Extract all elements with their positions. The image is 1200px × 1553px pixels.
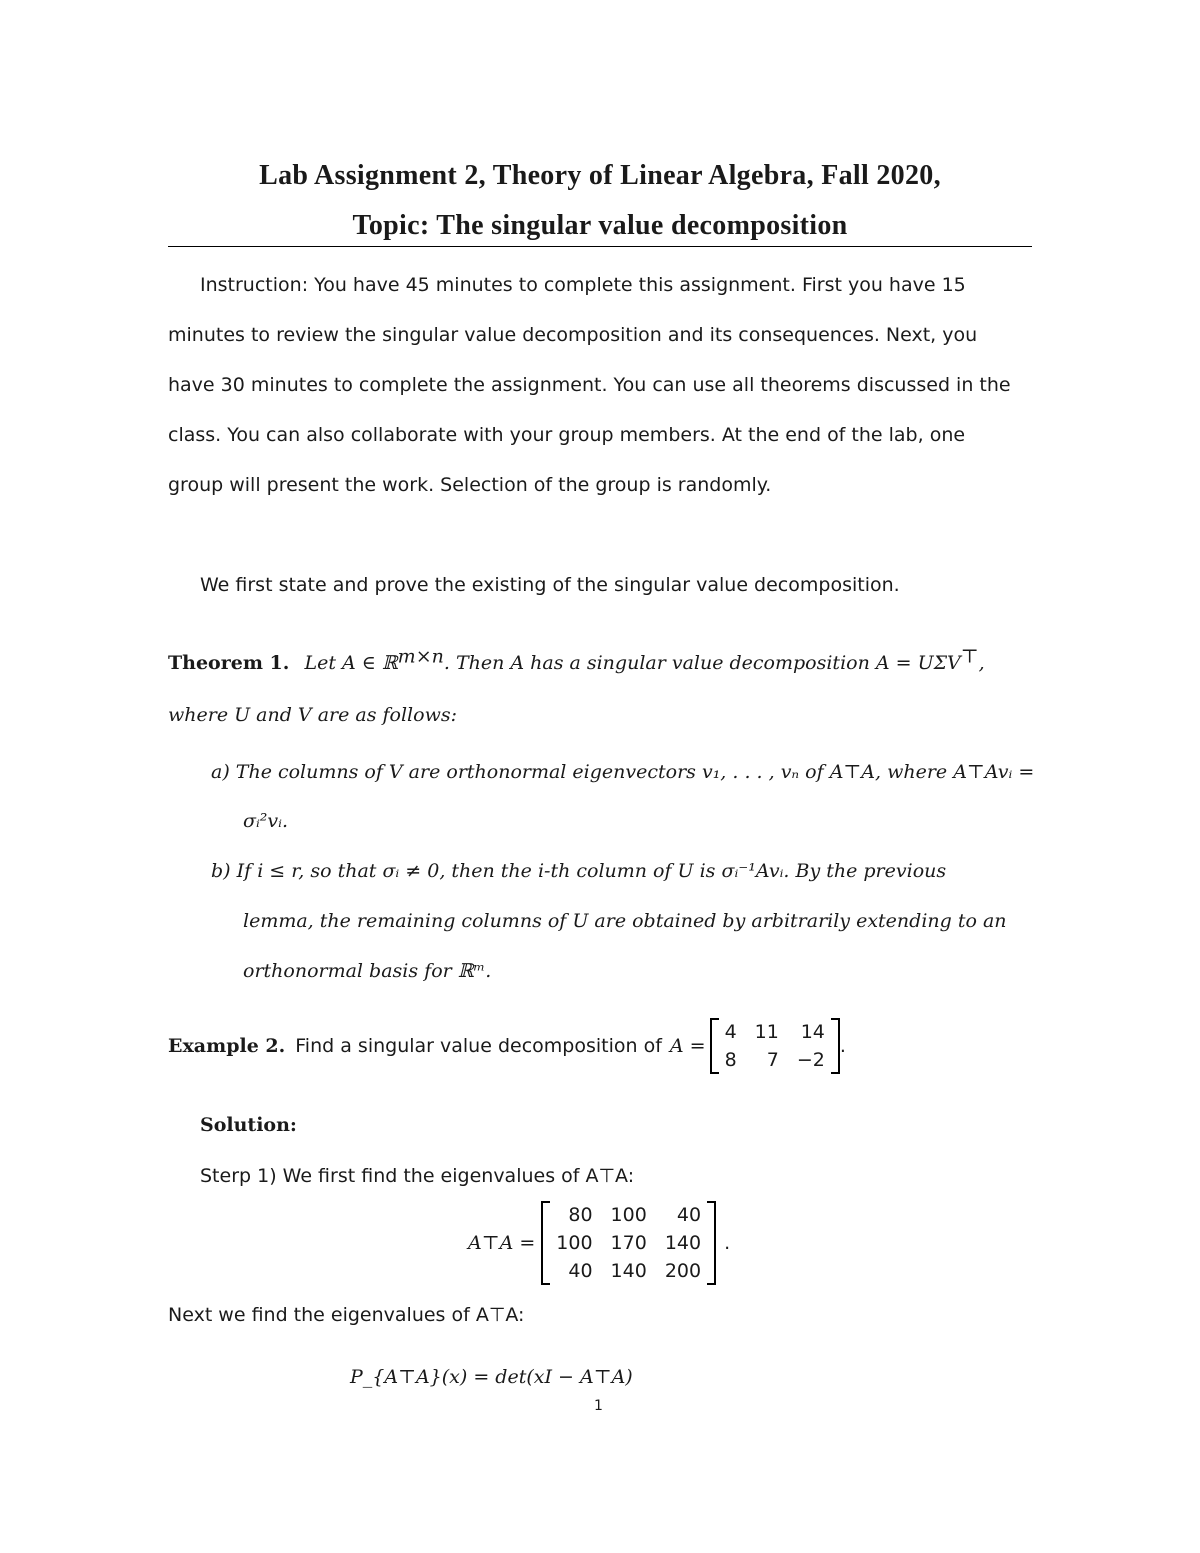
theorem-text-a: Let A ∈ ℝ (304, 652, 398, 674)
matrix-cell: 100 (556, 1232, 593, 1254)
title-divider (168, 246, 1032, 247)
matrix-cell: 80 (568, 1204, 593, 1226)
matrix-cell: 140 (664, 1232, 702, 1254)
matrix-cell: 4 (724, 1021, 737, 1043)
example-label: Example 2. (168, 1035, 286, 1057)
example-period: . (839, 1035, 846, 1057)
theorem-item-a-line-2: σᵢ²vᵢ. (243, 810, 289, 832)
matrix-cell: 8 (724, 1049, 737, 1071)
instruction-line-3: have 30 minutes to complete the assignment. You can use all theorems discussed in the (168, 374, 1011, 396)
title-line-2: Topic: The singular value decomposition (352, 210, 848, 241)
theorem-item-b-line-2: lemma, the remaining columns of U are obtained by arbitrarily extending to an (243, 910, 1007, 932)
theorem-label: Theorem 1. (168, 652, 290, 674)
example-text: Find a singular value decomposition of (295, 1035, 662, 1057)
example-lhs: A = (669, 1035, 706, 1057)
solution-label: Solution: (200, 1114, 297, 1136)
step-1-text: Sterp 1) We first find the eigenvalues of A⊤A: (200, 1165, 635, 1187)
page-number: 1 (594, 1398, 603, 1414)
next-text: Next we find the eigenvalues of A⊤A: (168, 1304, 525, 1326)
ata-matrix (541, 1201, 716, 1285)
ata-lhs: A⊤A = (468, 1232, 536, 1254)
theorem-sup-mn: m×n (397, 645, 444, 668)
matrix-cell: 200 (664, 1260, 702, 1282)
matrix-cell: 11 (754, 1021, 779, 1043)
intro-text: We first state and prove the existing of the singular value decomposition. (200, 574, 900, 596)
theorem-item-b-line-1: b) If i ≤ r, so that σᵢ ≠ 0, then the i-th column of U is σᵢ⁻¹Avᵢ. By the previous (211, 860, 947, 882)
instruction-line-4: class. You can also collaborate with your group members. At the end of the lab, one (168, 424, 966, 446)
example-line (168, 1018, 846, 1074)
theorem-text-b: . Then A has a singular value decomposition A = UΣV (443, 652, 961, 674)
instruction-line-1: Instruction: You have 45 minutes to complete this assignment. First you have 15 (200, 274, 966, 296)
matrix-cell: 14 (800, 1021, 825, 1043)
matrix-cell: 7 (766, 1049, 779, 1071)
instruction-line-2: minutes to review the singular value decomposition and its consequences. Next, you (168, 324, 978, 346)
ata-period: . (724, 1232, 731, 1254)
theorem-line-1 (168, 645, 985, 674)
theorem-sup-t: ⊤ (960, 645, 979, 668)
matrix-cell: 100 (610, 1204, 647, 1226)
matrix-cell: 40 (676, 1204, 702, 1226)
instruction-line-5: group will present the work. Selection of the group is randomly. (168, 474, 772, 496)
theorem-item-a-line-1: a) The columns of V are orthonormal eigenvectors v₁, . . . , vₙ of A⊤A, where A⊤Avᵢ = (211, 761, 1035, 783)
matrix-cell: 40 (568, 1260, 593, 1282)
title-line-1: Lab Assignment 2, Theory of Linear Algebra, Fall 2020, (259, 160, 941, 191)
theorem-line-2: where U and V are as follows: (168, 704, 457, 726)
theorem-text-c: , (978, 652, 985, 674)
matrix-cell: 170 (610, 1232, 647, 1254)
matrix-cell: 140 (610, 1260, 647, 1282)
matrix-cell: −2 (796, 1049, 825, 1071)
characteristic-polynomial: P_{A⊤A}(x) = det(xI − A⊤A) (350, 1366, 633, 1388)
example-matrix (710, 1018, 840, 1074)
ata-equation (468, 1201, 730, 1285)
theorem-item-b-line-3: orthonormal basis for ℝᵐ. (243, 960, 492, 982)
